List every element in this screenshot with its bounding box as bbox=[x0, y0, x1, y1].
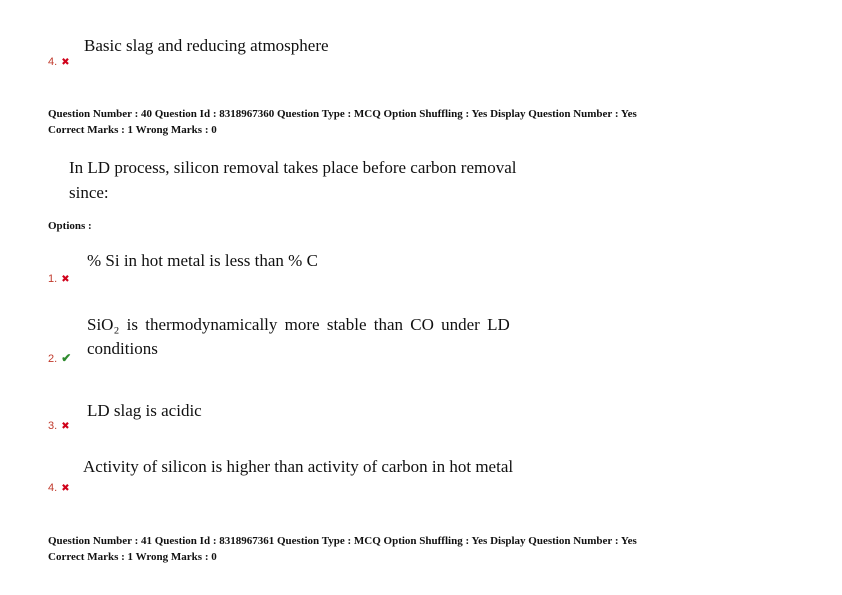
q40-meta-line1: Question Number : 40 Question Id : 8318967360 Question Type : MCQ Option Shuffling : Yes Display Question Number : Yes bbox=[48, 108, 637, 120]
option-number: 2. bbox=[48, 353, 58, 365]
wrong-mark-icon: ✖ bbox=[61, 57, 70, 68]
option-2-text-line1: SiO₂ is thermodynamically more stable than CO under LD bbox=[87, 315, 510, 334]
option-number: 1. bbox=[48, 273, 58, 285]
q40-question-line2: since: bbox=[69, 183, 109, 202]
q41-meta-line1: Question Number : 41 Question Id : 8318967361 Question Type : MCQ Option Shuffling : Yes Display Question Number : Yes bbox=[48, 535, 637, 547]
prev-option-4-number bbox=[48, 56, 70, 68]
correct-check-icon: ✔ bbox=[61, 351, 72, 365]
option-2-text-line2: conditions bbox=[87, 339, 158, 358]
option-1-marker bbox=[48, 273, 70, 285]
q40-meta-line2: Correct Marks : 1 Wrong Marks : 0 bbox=[48, 124, 217, 136]
q41-meta bbox=[48, 533, 637, 565]
q40-meta bbox=[48, 106, 637, 138]
option-2-marker bbox=[48, 351, 71, 365]
option-number: 4. bbox=[48, 56, 58, 68]
option-4-text: Activity of silicon is higher than activity of carbon in hot metal bbox=[83, 457, 514, 476]
option-1-text: % Si in hot metal is less than % C bbox=[87, 251, 318, 270]
option-2-text bbox=[87, 313, 510, 361]
q40-question bbox=[69, 155, 609, 205]
options-label: Options : bbox=[48, 220, 92, 232]
option-3-text: LD slag is acidic bbox=[87, 401, 202, 420]
wrong-mark-icon: ✖ bbox=[61, 274, 70, 285]
option-3-marker bbox=[48, 420, 70, 432]
prev-option-4-text: Basic slag and reducing atmosphere bbox=[84, 36, 329, 55]
wrong-mark-icon: ✖ bbox=[61, 483, 70, 494]
option-number: 4. bbox=[48, 482, 58, 494]
option-number: 3. bbox=[48, 420, 58, 432]
q40-question-line1: In LD process, silicon removal takes place before carbon removal bbox=[69, 158, 517, 177]
option-4-marker bbox=[48, 482, 70, 494]
wrong-mark-icon: ✖ bbox=[61, 421, 70, 432]
q41-meta-line2: Correct Marks : 1 Wrong Marks : 0 bbox=[48, 551, 217, 563]
